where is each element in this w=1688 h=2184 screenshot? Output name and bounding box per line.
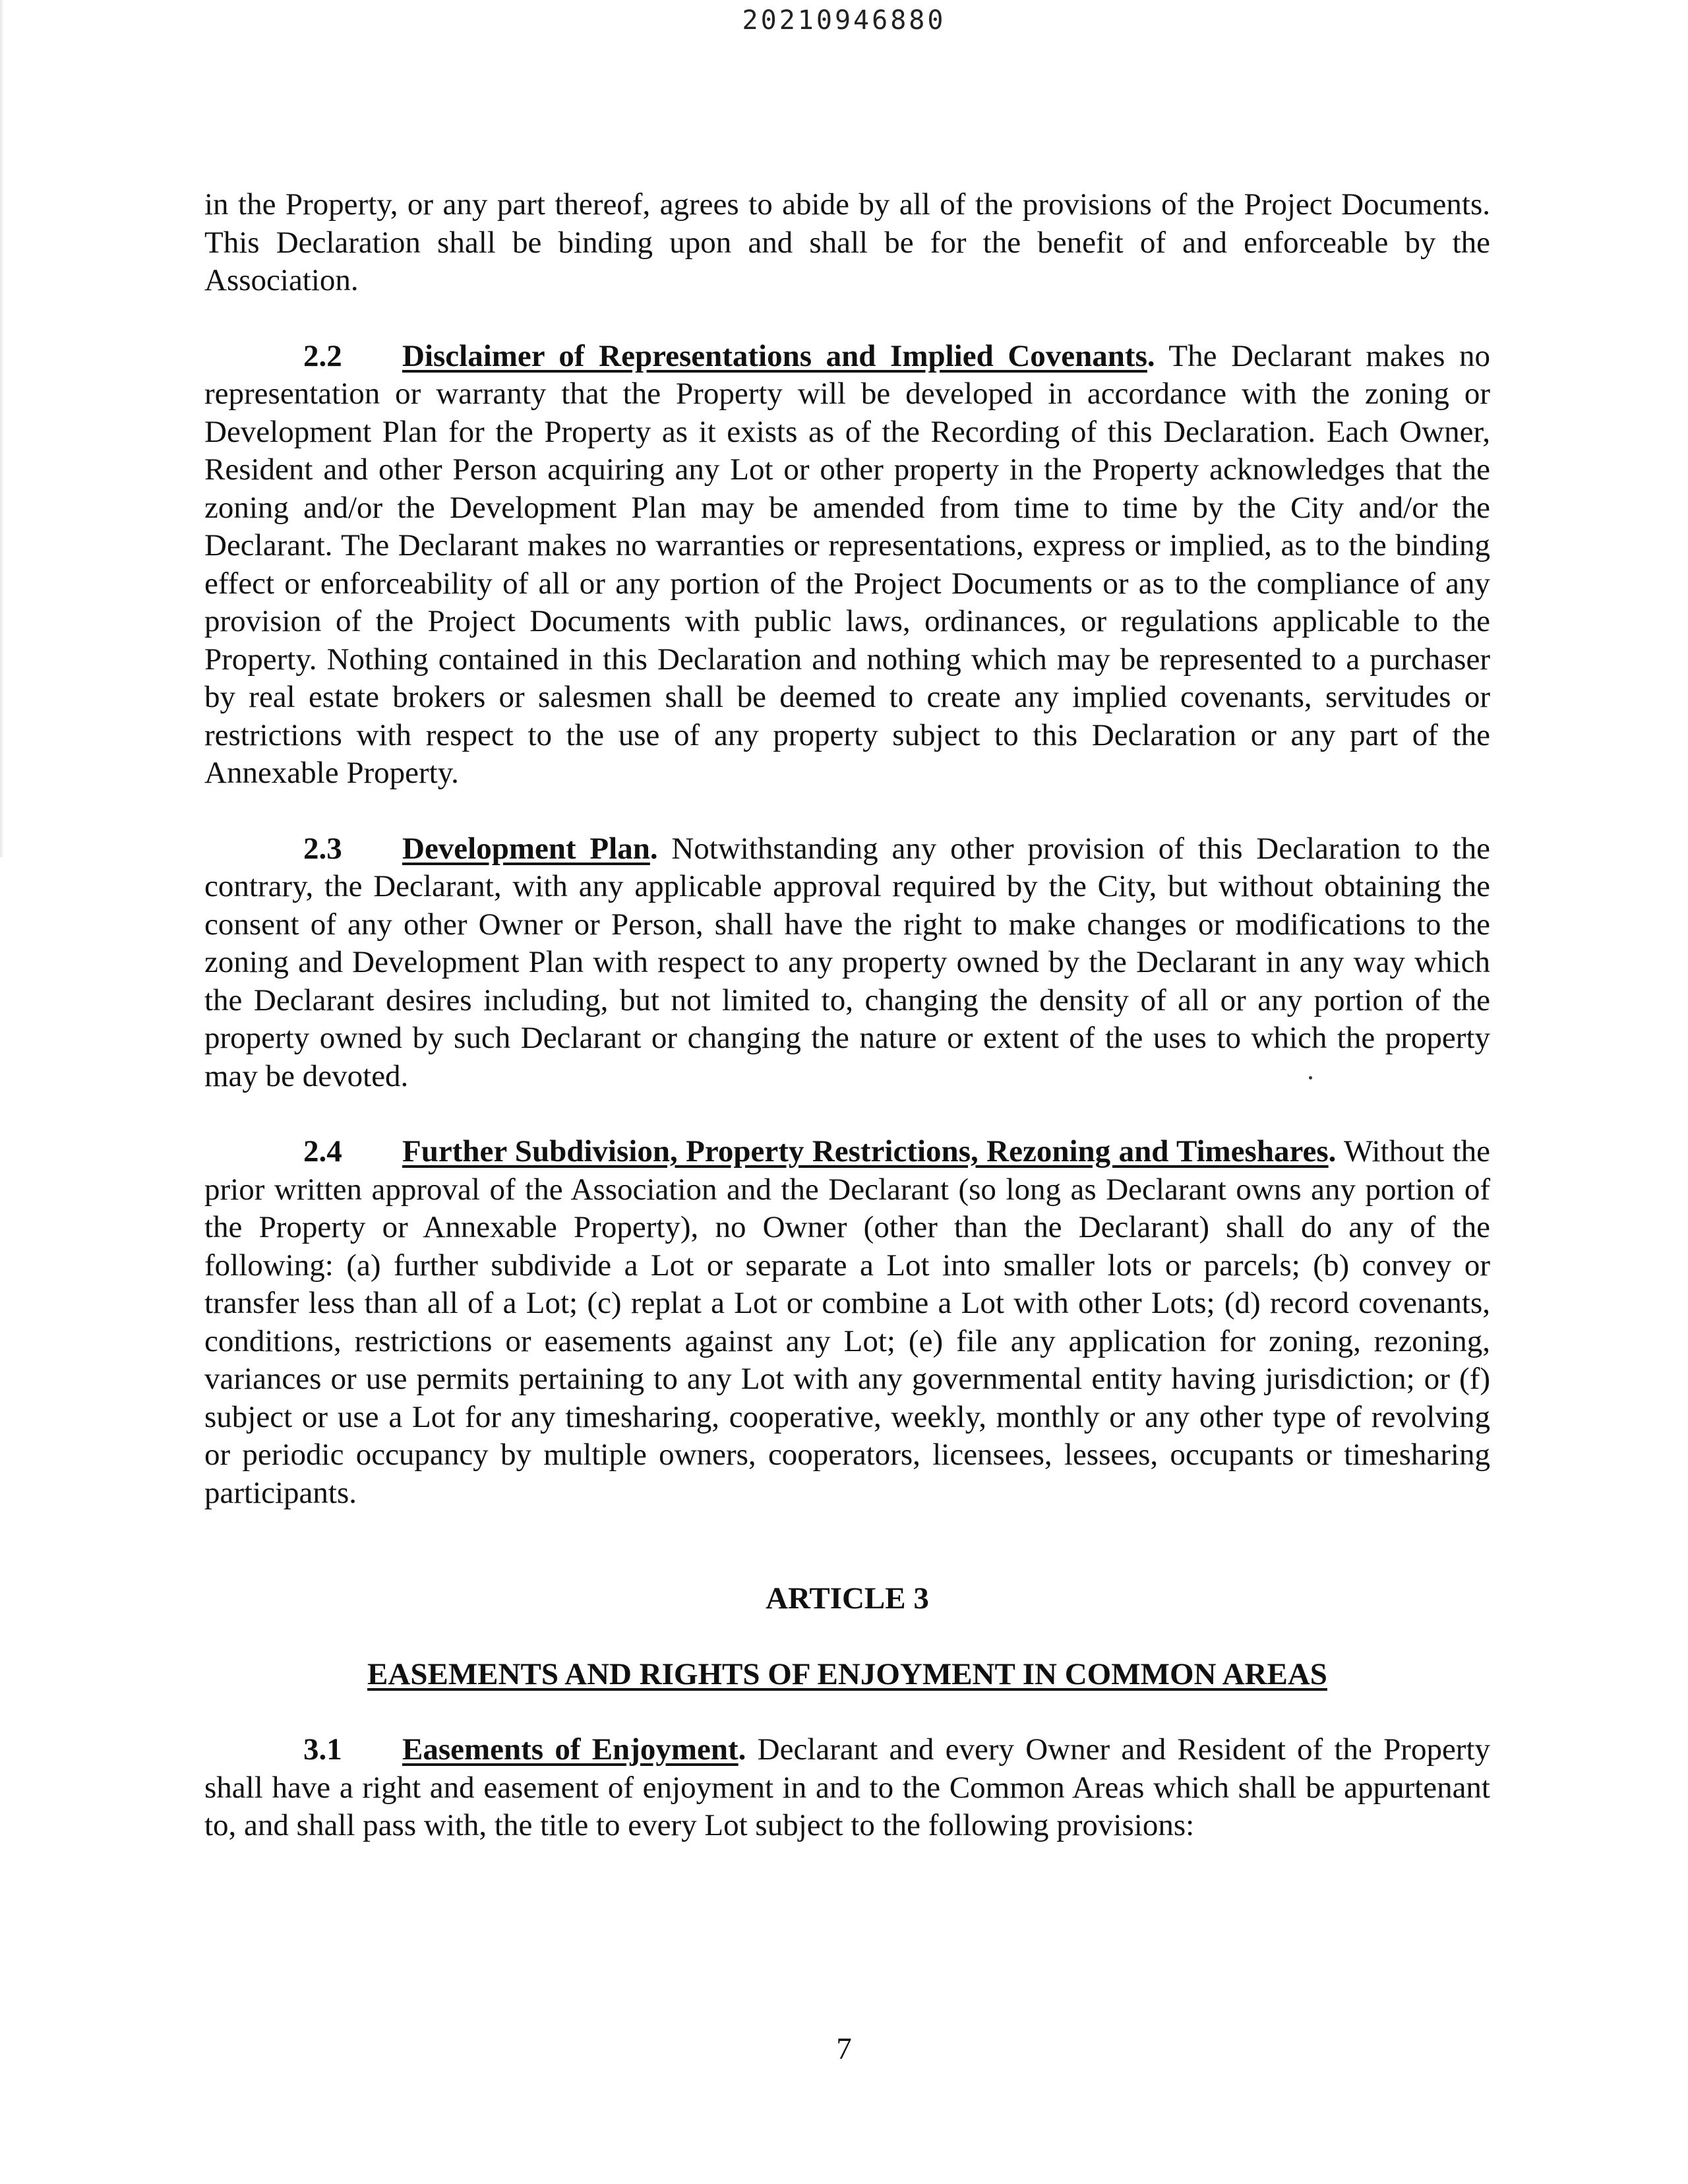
document-number: 20210946880 (742, 5, 946, 36)
article-heading: ARTICLE 3 (766, 1581, 929, 1616)
page-number: 7 (836, 2032, 852, 2066)
section-title: Development Plan (402, 831, 650, 866)
article-subheading: EASEMENTS AND RIGHTS OF ENJOYMENT IN COMMON AREAS (367, 1656, 1327, 1691)
section-2-2: 2.2 Disclaimer of Representations and Implied Covenants. The Declarant makes no representation or warranty that the Property will be developed in accordance with the zoning or Development Plan for the Property as it exists as of the Recording of this Declaration. Each Owner, Resident and other Person acquiring any Lot or other property in the Property acknowledges that the zoning and/or the Development Plan may be amended from time to time by the City and/or the Declarant. The Declarant makes no warranties or representations, express or implied, as to the binding effect or enforceability of all or any portion of the Project Documents or as to the compliance of any provision of the Project Documents with public laws, ordinances, or regulations applicable to the Property. Nothing contained in this Declaration and nothing which may be represented to a purchaser by real estate brokers or salesmen shall be deemed to create any implied covenants, servitudes or restrictions with respect to the use of any property subject to this Declaration or any part of the Annexable Property. (204, 338, 1491, 790)
section-body: Declarant and every Owner and Resident of the Property shall have a right and easement of enjoyment in and to the Common Areas which shall be appurtenant to, and shall pass with, the title to every Lot subject to the following provisions: (204, 1732, 1491, 1842)
document-body (204, 186, 1490, 1883)
section-number: 2.4 (303, 1134, 342, 1168)
scan-edge (0, 0, 4, 857)
section-2-4: 2.4 Further Subdivision, Property Restrictions, Rezoning and Timeshares. Without the prior written approval of the Association and the Declarant (so long as Declarant owns any portion of the Property or Annexable Property), no Owner (other than the Declarant) shall do any of the following: (a) further subdivide a Lot or separate a Lot into smaller lots or parcels; (b) convey or transfer less than all of a Lot; (c) replat a Lot or combine a Lot with other Lots; (d) record covenants, conditions, restrictions or easements against any Lot; (e) file any application for zoning, rezoning, variances or use permits pertaining to any Lot with any governmental entity having jurisdiction; or (f) subject or use a Lot for any timesharing, cooperative, weekly, monthly or any other type of revolving or periodic occupancy by multiple owners, cooperators, licensees, lessees, occupants or timesharing participants. (204, 1134, 1490, 1510)
section-number: 2.2 (303, 338, 342, 373)
section-3-1: 3.1 Easements of Enjoyment. Declarant and every Owner and Resident of the Property shall have a right and easement of enjoyment in and to the Common Areas which shall be appurtenant to, and shall pass with, the title to every Lot subject to the following provisions: (204, 1732, 1491, 1842)
section-2-3: 2.3 Development Plan. Notwithstanding any other provision of this Declaration to the contrary, the Declarant, with any applicable approval required by the City, but without obtaining the consent of any other Owner or Person, shall have the right to make changes or modifications to the zoning and Development Plan with respect to any property owned by the Declarant in any way which the Declarant desires including, but not limited to, changing the density of all or any portion of the property owned by such Declarant or changing the nature or extent of the uses to which the property may be devoted. (204, 831, 1491, 1093)
section-body: The Declarant makes no representation or warranty that the Property will be developed in accordance with the zoning or Development Plan for the Property as it exists as of the Recording of this Declaration. Each Owner, Resident and other Person acquiring any Lot or other property in the Property acknowledges that the zoning and/or the Development Plan may be amended from time to time by the City and/or the Declarant. The Declarant makes no warranties or representations, express or implied, as to the binding effect or enforceability of all or any portion of the Project Documents or as to the compliance of any provision of the Project Documents with public laws, ordinances, or regulations applicable to the Property. Nothing contained in this Declaration and nothing which may be represented to a purchaser by real estate brokers or salesmen shall be deemed to create any implied covenants, servitudes or restrictions with respect to the use of any property subject to this Declaration or any part of the Annexable Property. (204, 338, 1491, 790)
scan-speck (1309, 1076, 1312, 1079)
section-title: Further Subdivision, Property Restrictions, Rezoning and Timeshares (402, 1134, 1329, 1168)
section-title: Easements of Enjoyment (402, 1732, 738, 1767)
section-number: 2.3 (303, 831, 342, 866)
section-body: Without the prior written approval of the Association and the Declarant (so long as Declarant owns any portion of the Property or Annexable Property), no Owner (other than the Declarant) shall do any of the following: (a) further subdivide a Lot or separate a Lot into smaller lots or parcels; (b) convey or transfer less than all of a Lot; (c) replat a Lot or combine a Lot with other Lots; (d) record covenants, conditions, restrictions or easements against any Lot; (e) file any application for zoning, rezoning, variances or use permits pertaining to any Lot with any governmental entity having jurisdiction; or (f) subject or use a Lot for any timesharing, cooperative, weekly, monthly or any other type of revolving or periodic occupancy by multiple owners, cooperators, licensees, lessees, occupants or timesharing participants. (204, 1134, 1490, 1510)
intro-paragraph: in the Property, or any part thereof, agrees to abide by all of the provisions of the Project Documents. This Declaration shall be binding upon and shall be for the benefit of and enforceable by the Association. (204, 187, 1490, 297)
section-body: Notwithstanding any other provision of this Declaration to the contrary, the Declarant, with any applicable approval required by the City, but without obtaining the consent of any other Owner or Person, shall have the right to make changes or modifications to the zoning and Development Plan with respect to any property owned by the Declarant in any way which the Declarant desires including, but not limited to, changing the density of all or any portion of the property owned by such Declarant or changing the nature or extent of the uses to which the property may be devoted. (204, 831, 1491, 1093)
section-number: 3.1 (303, 1732, 342, 1767)
section-title: Disclaimer of Representations and Implied Covenants (402, 338, 1147, 373)
